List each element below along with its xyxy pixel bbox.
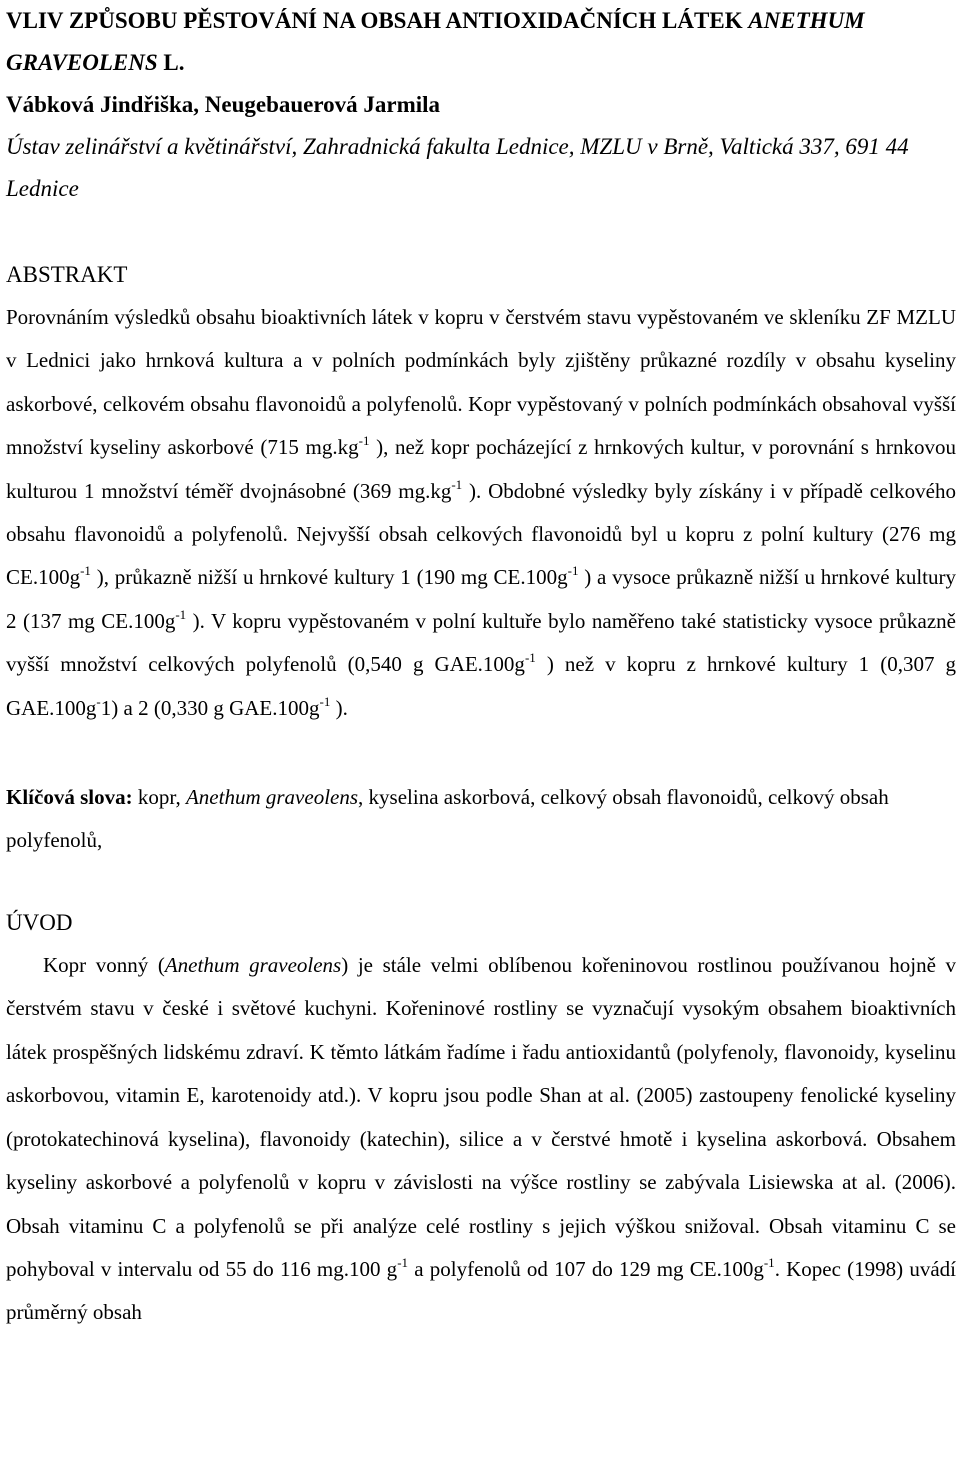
- title-text: VLIV ZPŮSOBU PĚSTOVÁNÍ NA OBSAH ANTIOXIDAČNÍCH LÁTEK: [6, 8, 749, 33]
- abstract-heading: ABSTRAKT: [6, 262, 128, 287]
- title-suffix: L.: [157, 50, 185, 75]
- keywords-label: Klíčová slova:: [6, 785, 133, 810]
- title-species: ANETHUM GRAVEOLENS: [6, 8, 865, 75]
- spacer: [6, 862, 956, 902]
- intro-heading: ÚVOD: [6, 910, 73, 936]
- spacer: [6, 730, 956, 776]
- affiliation: Ústav zelinářství a květinářství, Zahradnická fakulta Lednice, MZLU v Brně, Valtická 337, 691 44 Lednice: [6, 134, 909, 201]
- authors: Vábková Jindřiška, Neugebauerová Jarmila: [6, 92, 441, 117]
- paper-title: [6, 0, 956, 84]
- keywords: Klíčová slova: kopr, Anethum graveolens, kyselina askorbová, celkový obsah flavonoidů, celkový obsah polyfenolů,: [6, 785, 889, 853]
- paper-page: [6, 0, 956, 1335]
- abstract-text: Porovnáním výsledků obsahu bioaktivních látek v kopru v čerstvém stavu vypěstovaném ve skleníku ZF MZLU v Lednici jako hrnková kultura a v polních podmínkách byly zjištěny průkazné rozdíly v obsahu kyseliny askorbové, celkovém obsahu flavonoidů a polyfenolů. Kopr vypěstovaný v polních podmínkách obsahoval vyšší množství kyseliny askorbové (715 $mg.kg^{-1}$ ), než kopr pocházející z hrnkových kultur, v porovnání s hrnkovou kulturou 1 množství téměř dvojnásobné (369 $mg.kg^{-1}$ ). Obdobné výsledky byly získány i v případě celkového obsahu flavonoidů a polyfenolů. Nejvyšší obsah celkových flavonoidů byl u kopru z polní kultury (276 mg $CE.100g^{-1}$ ), průkazně nižší u hrnkové kultury 1 (190 mg $CE.100g^{-1}$ ) a vysoce průkazně nižší u hrnkové kultury 2 (137 mg $CE.100g^{-1}$ ). V kopru vypěstovaném v polní kultuře bylo naměřeno také statisticky vysoce průkazně vyšší množství celkových polyfenolů (0,540 g $GAE.100g^{-1}$ ) než v kopru z hrnkové kultury 1 (0,307 g GAE.100g-1) a 2 (0,330 g $GAE.100g^{-1}$ ).: [6, 305, 957, 720]
- spacer: [6, 210, 956, 254]
- intro-text: Kopr vonný (Anethum graveolens) je stále velmi oblíbenou kořeninovou rostlinou používanou hojně v čerstvém stavu v české i světové kuchyni. Kořeninové rostliny se vyznačují vysokým obsahem bioaktivních látek prospěšných lidskému zdraví. K těmto látkám řadíme i řadu antioxidantů (polyfenoly, flavonoidy, kyselinu askorbovou, vitamin E, karotenoidy atd.). V kopru jsou podle Shan at al. (2005) zastoupeny fenolické kyseliny (protokatechinová kyselina), flavonoidy (katechin), silice a v čerstvé hmotě i kyselina askorbová. Obsahem kyseliny askorbové a polyfenolů v kopru v závislosti na výšce rostliny se zabývala Lisiewska at al. (2006). Obsah vitaminu C a polyfenolů se při analýze celé rostliny s jejich výškou snižoval. Obsah vitaminu C se pohyboval v intervalu od 55 do 116 mg.100 $g^{-1}$ a polyfenolů od 107 do 129 mg $CE.100g^{-1}$. Kopec (1998) uvádí průměrný obsah: [6, 953, 956, 1325]
